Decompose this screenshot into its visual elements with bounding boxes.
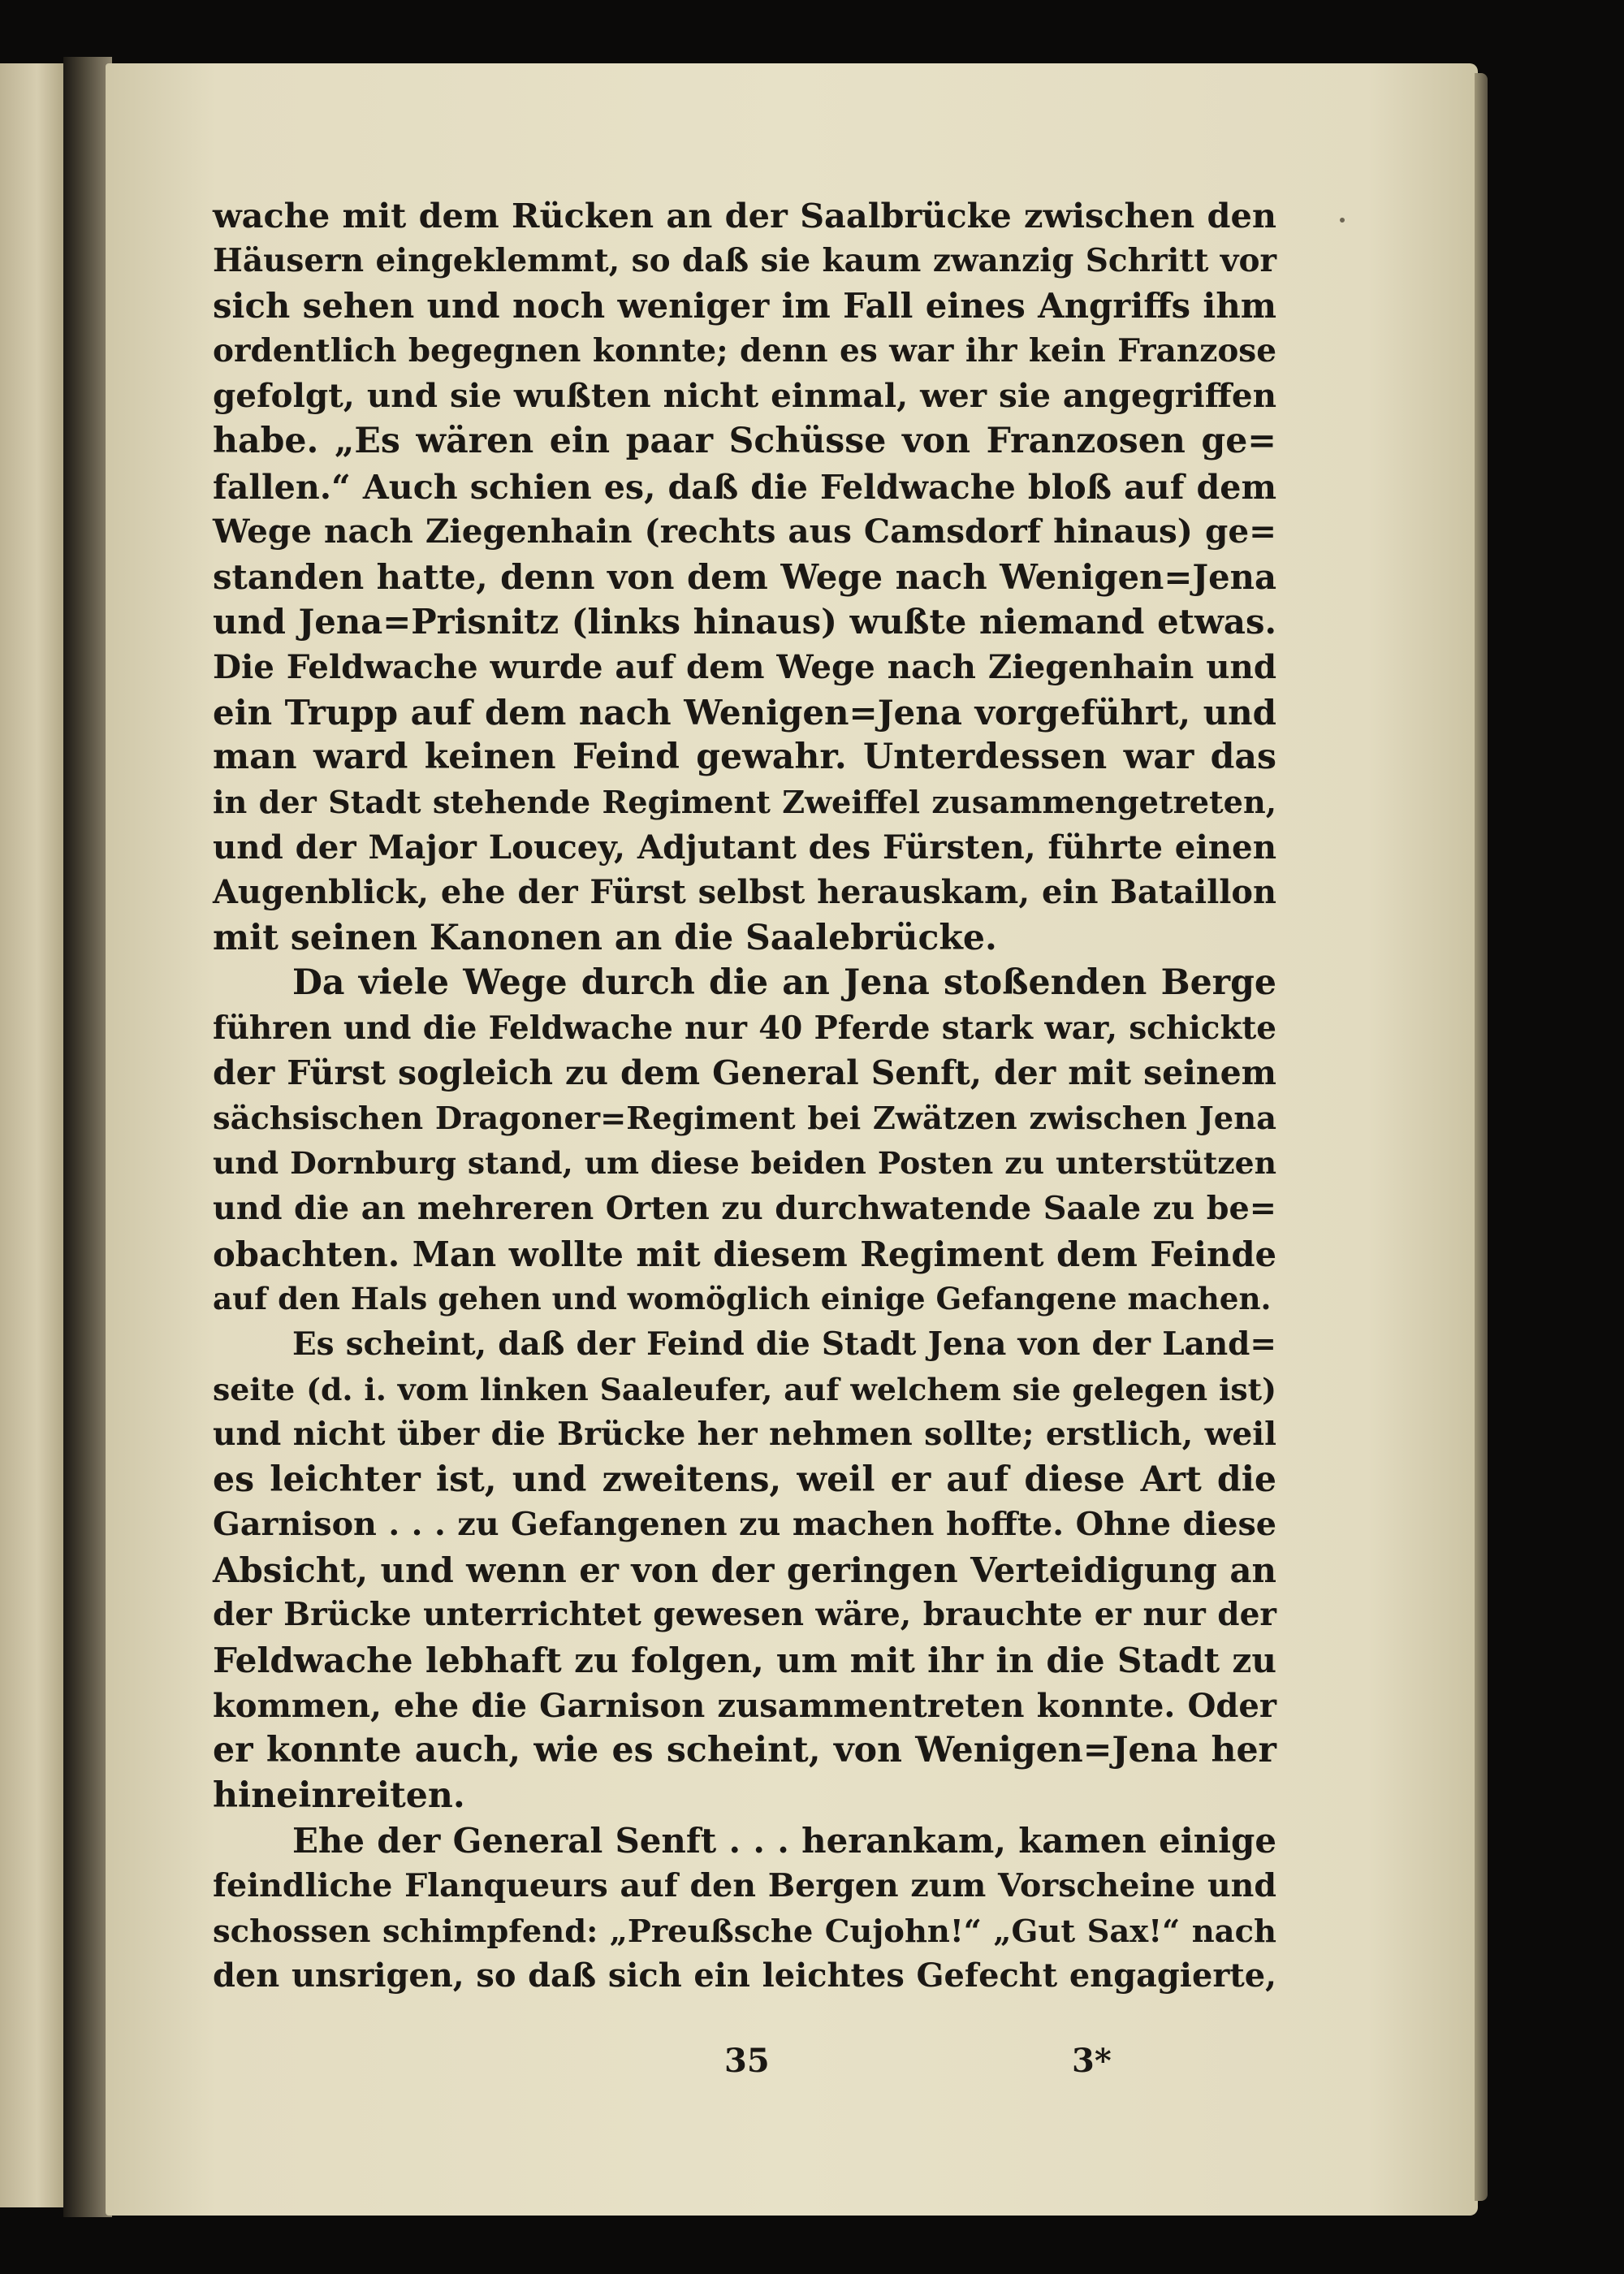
- text-line: und die an mehreren Orten zu durchwatende Saale zu be=: [213, 1190, 1276, 1228]
- signature-mark: 3*: [1072, 2042, 1112, 2080]
- text-line: in der Stadt stehende Regiment Zweiffel zusammengetreten,: [213, 784, 1276, 821]
- text-line: man ward keinen Feind gewahr. Unterdessen war das: [213, 737, 1276, 778]
- text-line: seite (d. i. vom linken Saaleufer, auf welchem sie gelegen ist): [213, 1371, 1276, 1408]
- text-line: obachten. Man wollte mit diesem Regiment dem Feinde: [213, 1234, 1276, 1274]
- text-line: ordentlich begegnen konnte; denn es war ihr kein Franzose: [213, 331, 1276, 370]
- text-line: auf den Hals gehen und womöglich einige Gefangene machen.: [213, 1281, 1272, 1317]
- text-line: sächsischen Dragoner=Regiment bei Zwätzen zwischen Jena: [213, 1100, 1276, 1137]
- text-line: Die Feldwache wurde auf dem Wege nach Ziegenhain und: [213, 646, 1276, 686]
- text-line: Da viele Wege durch die an Jena stoßenden Berge: [292, 962, 1276, 1004]
- text-line: mit seinen Kanonen an die Saalebrücke.: [213, 917, 997, 958]
- text-line: der Brücke unterrichtet gewesen wäre, brauchte er nur der: [213, 1596, 1276, 1634]
- text-line: kommen, ehe die Garnison zusammentreten konnte. Oder: [213, 1686, 1276, 1725]
- text-line: und Jena=Prisnitz (links hinaus) wußte niemand etwas.: [213, 602, 1276, 642]
- text-line: es leichter ist, und zweitens, weil er auf diese Art die: [213, 1459, 1276, 1500]
- text-line: schossen schimpfend: „Preußsche Cujohn!“ „Gut Sax!“ nach: [213, 1913, 1276, 1950]
- text-line: hineinreiten.: [213, 1775, 465, 1816]
- page-number: 35: [724, 2042, 770, 2080]
- paper-speck: [1340, 218, 1345, 223]
- text-line: und nicht über die Brücke her nehmen sollte; erstlich, weil: [213, 1416, 1276, 1454]
- text-line: gefolgt, und sie wußten nicht einmal, wer sie angegriffen: [213, 376, 1276, 416]
- text-line: habe. „Es wären ein paar Schüsse von Franzosen ge=: [213, 420, 1276, 461]
- page-footer: [213, 2042, 1276, 2090]
- text-line: sich sehen und noch weniger im Fall eines Angriffs ihm: [213, 286, 1276, 326]
- text-line: Augenblick, ehe der Fürst selbst herauskam, ein Bataillon: [213, 873, 1276, 911]
- text-line: Garnison . . . zu Gefangenen zu machen hoffte. Ohne diese: [213, 1506, 1276, 1544]
- text-line: der Fürst sogleich zu dem General Senft, der mit seinem: [213, 1053, 1276, 1093]
- text-line: feindliche Flanqueurs auf den Bergen zum Vorscheine und: [213, 1866, 1276, 1904]
- text-line: führen und die Feldwache nur 40 Pferde stark war, schickte: [213, 1009, 1276, 1047]
- page-right-edge: [1475, 73, 1488, 2201]
- text-line: ein Trupp auf dem nach Wenigen=Jena vorgeführt, und: [213, 692, 1276, 733]
- book-gutter: [63, 57, 112, 2217]
- text-line: er konnte auch, wie es scheint, von Wenigen=Jena her: [213, 1730, 1276, 1771]
- text-line: und Dornburg stand, um diese beiden Posten zu unterstützen: [213, 1145, 1276, 1182]
- text-line: wache mit dem Rücken an der Saalbrücke zwischen den: [213, 196, 1276, 236]
- text-line: fallen.“ Auch schien es, daß die Feldwache bloß auf dem: [213, 466, 1276, 507]
- text-line: Wege nach Ziegenhain (rechts aus Camsdorf hinaus) ge=: [213, 512, 1276, 551]
- text-line: Es scheint, daß der Feind die Stadt Jena von der Land=: [292, 1325, 1276, 1363]
- text-line: standen hatte, denn von dem Wege nach Wenigen=Jena: [213, 556, 1276, 597]
- text-line: Ehe der General Senft . . . herankam, kamen einige: [292, 1821, 1276, 1861]
- text-line: und der Major Loucey, Adjutant des Fürsten, führte einen: [213, 828, 1276, 867]
- body-text: [213, 193, 1276, 1999]
- text-line: Feldwache lebhaft zu folgen, um mit ihr in die Stadt zu: [213, 1640, 1276, 1680]
- text-line: den unsrigen, so daß sich ein leichtes Gefecht engagierte,: [213, 1957, 1276, 1995]
- text-line: Häusern eingeklemmt, so daß sie kaum zwanzig Schritt vor: [213, 241, 1276, 279]
- text-line: Absicht, und wenn er von der geringen Verteidigung an: [213, 1550, 1276, 1590]
